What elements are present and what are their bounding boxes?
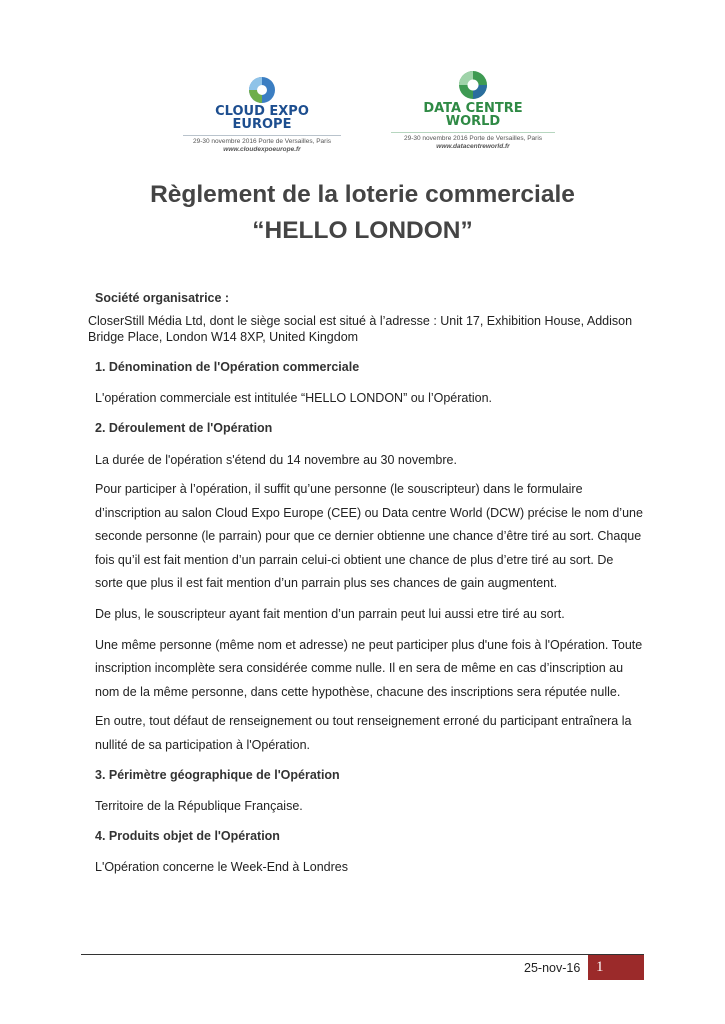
section-2-p2-line-2: d’inscription au salon Cloud Expo Europe (CEE) ou Data centre World (DCW) précise le nom d’une xyxy=(95,506,643,520)
section-2-paragraph-3: De plus, le souscripteur ayant fait mention d’un parrain peut lui aussi etre tiré au sort. xyxy=(95,607,565,621)
section-4-heading: 4. Produits objet de l'Opération xyxy=(95,829,280,843)
section-3-text: Territoire de la République Française. xyxy=(95,799,303,813)
dcw-logo-url: www.datacentreworld.fr xyxy=(436,143,510,150)
cloud-logo-icon xyxy=(245,75,279,105)
section-2-p2-line-5: sorte que plus il est fait mention d’un parrain plus ses chances de gain augmentent. xyxy=(95,576,558,590)
document-subtitle: “HELLO LONDON” xyxy=(252,217,473,244)
cloud-logo-rule xyxy=(183,135,341,136)
section-2-p4-line-2: inscription incomplète sera considérée comme nulle. Il en sera de même en cas d’inscription au xyxy=(95,661,624,675)
section-4-text: L'Opération concerne le Week-End à Londres xyxy=(95,860,349,874)
cloud-expo-europe-logo xyxy=(183,75,341,154)
section-2-p5-line-1: En outre, tout défaut de renseignement ou tout renseignement erroné du participant entraînera la xyxy=(95,714,632,728)
section-1-heading: 1. Dénomination de l'Opération commerciale xyxy=(95,360,360,374)
data-centre-world-logo xyxy=(391,68,555,151)
section-2-p4-line-1: Une même personne (même nom et adresse) ne peut participer plus d'une fois à l'Opération. Toute xyxy=(95,638,643,652)
section-2-heading: 2. Déroulement de l'Opération xyxy=(95,421,273,435)
section-2-p4-line-3: nom de la même personne, dans cette hypothèse, chacune des inscriptions sera réputée nulle. xyxy=(95,685,621,699)
page-number-box xyxy=(588,955,644,980)
cloud-logo-line2: EUROPE xyxy=(232,117,292,132)
cloud-logo-dates: 29-30 novembre 2016 Porte de Versailles, Paris xyxy=(192,138,332,145)
section-2-paragraph-1: La durée de l'opération s'étend du 14 novembre au 30 novembre. xyxy=(95,453,457,467)
section-2-p2-line-1: Pour participer à l’opération, il suffit qu’une personne (le souscripteur) dans le formulaire xyxy=(95,482,583,496)
section-3-heading: 3. Périmètre géographique de l'Opération xyxy=(95,768,340,782)
document-title: Règlement de la loterie commerciale xyxy=(150,181,575,208)
dcw-logo-dates: 29-30 novembre 2016 Porte de Versailles, Paris xyxy=(403,135,543,142)
section-2-p5-line-2: nullité de sa participation à l'Opération. xyxy=(95,738,311,752)
organizer-heading: Société organisatrice : xyxy=(95,291,230,305)
page-number: 1 xyxy=(596,959,604,975)
organizer-line-2: Bridge Place, London W14 8XP, United Kingdom xyxy=(88,330,359,344)
section-1-text: L'opération commerciale est intitulée “HELLO LONDON” ou l’Opération. xyxy=(95,391,493,405)
section-2-p2-line-4: fois qu’il est fait mention d’un parrain celui-ci obtient une chance de plus d’etre tiré au sort. De xyxy=(95,553,614,567)
organizer-line-1: CloserStill Média Ltd, dont le siège social est situé à l’adresse : Unit 17, Exhibition House, Addison xyxy=(88,314,633,328)
dcw-logo-line1: DATA CENTRE xyxy=(423,101,523,116)
section-2-p2-line-3: seconde personne (le parrain) pour que ce dernier obtienne une chance d’être tiré au sort. Chaque xyxy=(95,529,642,543)
footer-rule xyxy=(81,954,644,955)
cloud-logo-line1: CLOUD EXPO xyxy=(215,104,309,119)
footer-date: 25-nov-16 xyxy=(524,961,581,975)
dcw-logo-rule xyxy=(391,132,555,133)
cloud-logo-url: www.cloudexpoeurope.fr xyxy=(223,146,301,153)
dcw-logo-line2: WORLD xyxy=(445,114,501,129)
dcw-logo-icon xyxy=(455,68,491,102)
